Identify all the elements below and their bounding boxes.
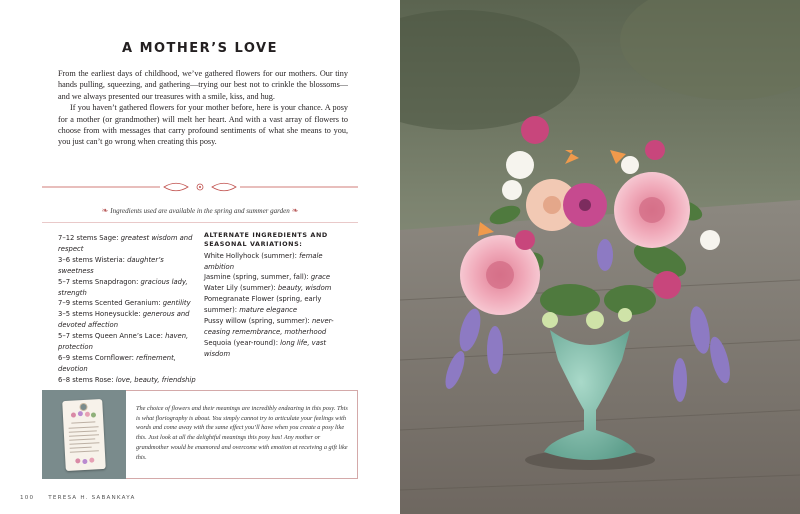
list-item: White Hollyhock (summer): female ambition (204, 251, 323, 271)
list-item: 3–6 stems Wisteria: daughter’s sweetness (58, 255, 164, 275)
tag-hole (79, 403, 87, 411)
author-name: TERESA H. SABANKAYA (48, 495, 136, 501)
list-item: 6–8 stems Rose: love, beauty, friendship (58, 375, 196, 384)
intro-text (58, 68, 348, 148)
list-item: Pussy willow (spring, summer): never-ceasing remembrance, motherhood (204, 317, 334, 336)
flower-icon (89, 457, 94, 462)
tag-text-line (69, 442, 99, 445)
seasonal-note-text: Ingredients used are available in the spring and summer garden (110, 207, 290, 215)
alternates-list (204, 231, 346, 360)
page-footer (20, 495, 135, 501)
gift-tag (62, 399, 106, 471)
tag-text-line (69, 426, 99, 429)
caption-text: The choice of flowers and their meanings are incredibly endearing in this posy. This is what floriography is about. You simply cannot try to articulate your feelings with words and come away with the same effect you’ll have when you create a posy like this. Just look at all the delightful meanings this posy has! Any mother or grandmother would be enamored and overcome with emotion at receiving a gift like this. (136, 405, 348, 461)
page-number: 100 (20, 495, 35, 501)
flower-icon (85, 412, 90, 417)
tag-text-line (69, 434, 99, 437)
list-item: Water Lily (summer): beauty, wisdom (204, 284, 332, 293)
flower-icon (71, 412, 76, 417)
tag-text-line (69, 438, 95, 440)
thin-rule (42, 222, 358, 223)
bouquet-illustration (400, 0, 800, 514)
tag-text-line (70, 450, 99, 453)
flower-icon (78, 411, 83, 416)
flower-icon (91, 412, 96, 417)
bouquet-photo (400, 0, 800, 514)
intro-paragraph-2: If you haven’t gathered flowers for your mother before, here is your chance. A posy for a mother (or grandmother) will melt her heart. And with a vast array of flowers to choose from with messages that carry profound sentiments of what she means to you, you just can’t go wrong when creating this posy. (58, 103, 348, 147)
list-item: 7–12 stems Sage: greatest wisdom and respect (58, 234, 193, 253)
list-item: 5–7 stems Queen Anne’s Lace: haven, protection (58, 332, 189, 352)
ornamental-divider (42, 181, 358, 193)
list-item: 6–9 stems Cornflower: refinement, devotion (58, 353, 176, 373)
list-item: Pomegranate Flower (spring, early summer): mature elegance (204, 295, 322, 315)
intro-paragraph-1: From the earliest days of childhood, we’ve gathered flowers for our mothers. Our tiny hands pulling, squeezing, and gathering—trying our best not to crinkle the blossoms—and we always presented our treasures with a smile, kiss, and hug. (58, 69, 348, 101)
list-item: 3–5 stems Honeysuckle: generous and devoted affection (58, 310, 190, 330)
ingredients-list (58, 233, 198, 386)
list-item: 5–7 stems Snapdragon: gracious lady, strength (58, 277, 188, 297)
flower-icon (82, 459, 87, 464)
list-item: 7–9 stems Scented Geranium: gentility (58, 299, 191, 308)
leaf-ornament-icon: ❧ (289, 206, 299, 215)
leaf-ornament-icon: ❧ (101, 206, 111, 215)
tag-text-line (70, 447, 92, 449)
seasonal-note (42, 206, 358, 215)
list-item: Sequoia (year-round): long life, vast wisdom (204, 338, 327, 358)
page-title: A MOTHER’S LOVE (121, 41, 278, 56)
gift-tag-photo (42, 390, 126, 479)
flower-icon (75, 458, 80, 463)
alternates-heading: ALTERNATE INGREDIENTS AND SEASONAL VARIATIONS: (204, 231, 328, 248)
tag-text-line (71, 421, 95, 423)
list-item: Jasmine (spring, summer, fall): grace (204, 273, 331, 282)
tag-text-line (69, 430, 97, 432)
